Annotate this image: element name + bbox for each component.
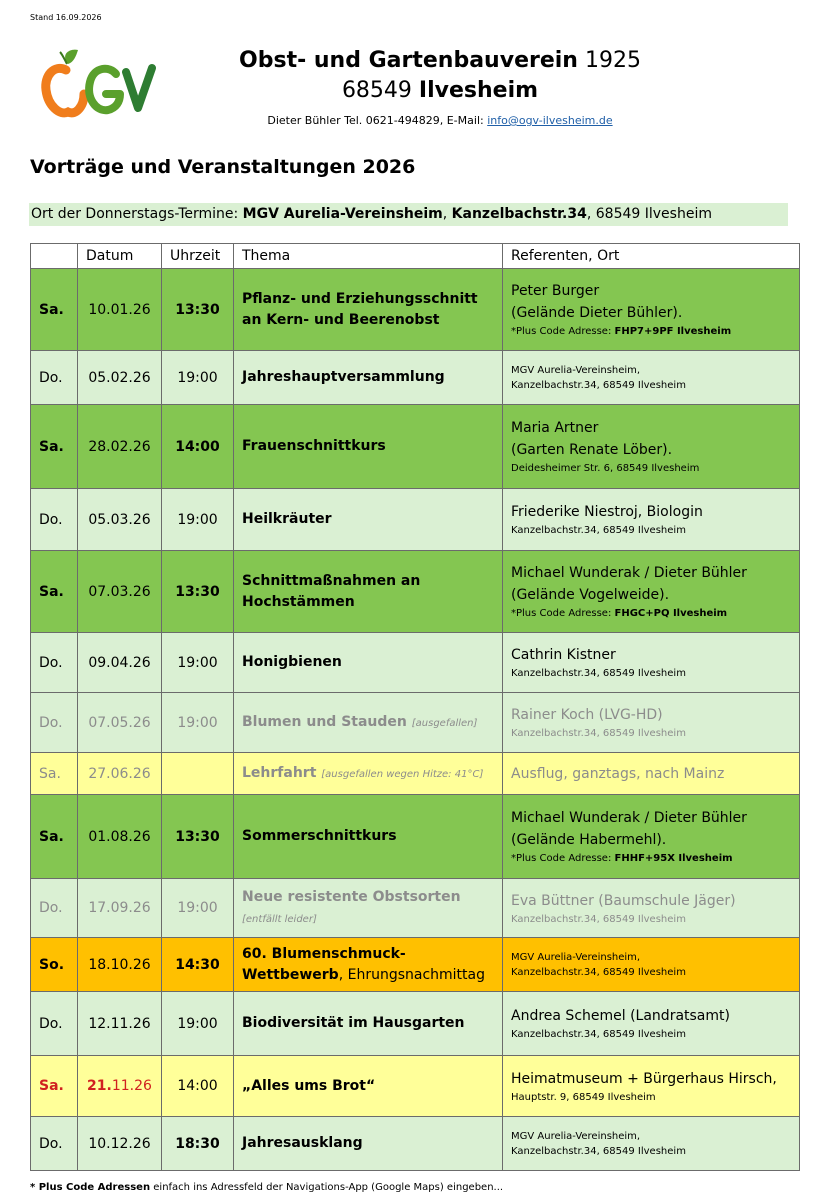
org-city: Ilvesheim	[418, 78, 539, 103]
date-cell: 10.01.26	[78, 269, 162, 351]
email-link[interactable]: info@ogv-ilvesheim.de	[487, 114, 613, 127]
speaker-cell	[503, 633, 800, 693]
time-cell: 19:00	[162, 489, 234, 551]
speaker-name: Andrea Schemel (Landratsamt)	[511, 1008, 730, 1024]
topic-cell: Honigbienen	[234, 633, 503, 693]
topic-cell	[234, 753, 503, 795]
address-line: Kanzelbachstr.34, 68549 Ilvesheim	[511, 1145, 686, 1157]
topic-text: Lehrfahrt	[242, 764, 317, 781]
topic-cell: Pflanz- und Erziehungsschnitt an Kern- und Beerenobst	[234, 269, 503, 351]
events-table	[30, 243, 800, 1171]
speaker-cell	[503, 1056, 800, 1117]
plus-code	[511, 606, 791, 621]
contact-line	[210, 114, 670, 127]
speaker-name: Ausflug, ganztags, nach Mainz	[511, 765, 725, 782]
day-cell: Sa.	[31, 795, 78, 879]
location-separator: ,	[442, 206, 452, 222]
date-cell: 01.08.26	[78, 795, 162, 879]
cancel-note: [ausgefallen]	[411, 717, 478, 729]
location-street: Kanzelbachstr.34	[451, 206, 587, 222]
date-cell: 27.06.26	[78, 753, 162, 795]
table-row	[31, 1056, 800, 1117]
topic-text: 60. Blumenschmuck-Wettbewerb	[242, 945, 406, 983]
location-info	[29, 203, 788, 226]
topic-cell: „Alles ums Brot“	[234, 1056, 503, 1117]
time-cell	[162, 753, 234, 795]
address-line: MGV Aurelia-Vereinsheim,	[511, 364, 641, 376]
speaker-cell	[503, 269, 800, 351]
cancel-note: [ausgefallen wegen Hitze: 41°C]	[321, 768, 484, 780]
date-cell: 12.11.26	[78, 992, 162, 1056]
table-row	[31, 795, 800, 879]
header-topic: Thema	[234, 244, 503, 269]
topic-cell: Frauenschnittkurs	[234, 405, 503, 489]
day-cell: Sa.	[31, 551, 78, 633]
footer-rest: einfach ins Adressfeld der Navigations-App (Google Maps) eingeben...	[150, 1182, 504, 1193]
topic-cell: Sommerschnittkurs	[234, 795, 503, 879]
speaker-name: Eva Büttner (Baumschule Jäger)	[511, 892, 736, 909]
date-rest: 11.26	[111, 1078, 152, 1094]
speaker-cell	[503, 795, 800, 879]
org-zip: 68549	[341, 78, 419, 103]
speaker-location: (Gelände Habermehl).	[511, 832, 667, 848]
speaker-name: Heimatmuseum + Bürgerhaus Hirsch,	[511, 1070, 777, 1087]
speaker-cell	[503, 1117, 800, 1171]
plus-code-label: *Plus Code Adresse:	[511, 608, 615, 619]
topic-cell	[234, 938, 503, 992]
time-cell: 14:00	[162, 405, 234, 489]
table-header-row	[31, 244, 800, 269]
organization-title	[210, 46, 670, 106]
address-line: Kanzelbachstr.34, 68549 Ilvesheim	[511, 913, 686, 925]
plus-code	[511, 324, 791, 339]
header-speakers: Referenten, Ort	[503, 244, 800, 269]
plus-code-value: FHGC+PQ Ilvesheim	[614, 608, 728, 619]
speaker-name: Cathrin Kistner	[511, 647, 616, 663]
speaker-cell	[503, 405, 800, 489]
speaker-name: Michael Wunderak / Dieter Bühler	[511, 810, 747, 826]
table-row	[31, 269, 800, 351]
topic-cell: Jahresausklang	[234, 1117, 503, 1171]
time-cell: 13:30	[162, 795, 234, 879]
table-row	[31, 351, 800, 405]
table-row	[31, 992, 800, 1056]
footer-bold: * Plus Code Adressen	[30, 1182, 151, 1193]
date-cell: 07.03.26	[78, 551, 162, 633]
time-cell: 14:30	[162, 938, 234, 992]
speaker-name: Rainer Koch (LVG-HD)	[511, 707, 663, 723]
topic-cell: Jahreshauptversammlung	[234, 351, 503, 405]
table-row	[31, 1117, 800, 1171]
time-cell: 19:00	[162, 879, 234, 938]
speaker-cell	[503, 753, 800, 795]
cancel-note: [entfällt leider]	[242, 913, 317, 925]
day-cell: Do.	[31, 351, 78, 405]
org-year: 1925	[577, 48, 641, 73]
address-line: Kanzelbachstr.34, 68549 Ilvesheim	[511, 966, 686, 978]
topic-cell: Heilkräuter	[234, 489, 503, 551]
address-line: Kanzelbachstr.34, 68549 Ilvesheim	[511, 525, 686, 536]
table-row	[31, 551, 800, 633]
speaker-cell	[503, 489, 800, 551]
speaker-cell	[503, 693, 800, 753]
contact-text: Dieter Bühler Tel. 0621-494829, E-Mail:	[267, 114, 488, 127]
header-date: Datum	[78, 244, 162, 269]
topic-cell	[234, 879, 503, 938]
speaker-location: (Gelände Vogelweide).	[511, 587, 670, 603]
letter-g-icon	[89, 69, 120, 110]
date-cell: 10.12.26	[78, 1117, 162, 1171]
header-time: Uhrzeit	[162, 244, 234, 269]
day-cell: Sa.	[31, 405, 78, 489]
speaker-cell	[503, 992, 800, 1056]
address-line: MGV Aurelia-Vereinsheim,	[511, 951, 641, 963]
apple-o-icon	[46, 68, 84, 112]
speaker-location: (Garten Renate Löber).	[511, 442, 673, 458]
footer-note	[30, 1182, 503, 1193]
location-rest: , 68549 Ilvesheim	[586, 206, 712, 222]
day-cell: Do.	[31, 633, 78, 693]
plus-code	[511, 851, 791, 866]
time-cell: 18:30	[162, 1117, 234, 1171]
plus-code-value: FHHF+95X Ilvesheim	[614, 853, 733, 864]
topic-text: Blumen und Stauden	[242, 713, 407, 730]
date-cell: 05.03.26	[78, 489, 162, 551]
address-line: Kanzelbachstr.34, 68549 Ilvesheim	[511, 379, 686, 391]
address-line: Kanzelbachstr.34, 68549 Ilvesheim	[511, 668, 686, 679]
location-venue: MGV Aurelia-Vereinsheim	[242, 206, 443, 222]
speaker-name: Michael Wunderak / Dieter Bühler	[511, 565, 747, 581]
day-cell: Sa.	[31, 753, 78, 795]
speaker-name: Maria Artner	[511, 420, 599, 436]
speaker-cell	[503, 879, 800, 938]
time-cell: 19:00	[162, 992, 234, 1056]
ogv-logo	[40, 46, 158, 122]
table-row	[31, 938, 800, 992]
table-row	[31, 879, 800, 938]
speaker-cell	[503, 351, 800, 405]
day-cell: Do.	[31, 489, 78, 551]
stand-date: Stand 16.09.2026	[30, 13, 102, 22]
plus-code-label: *Plus Code Adresse:	[511, 326, 615, 337]
speaker-cell	[503, 551, 800, 633]
day-cell: Do.	[31, 1117, 78, 1171]
speaker-name: Friederike Niestroj, Biologin	[511, 504, 703, 520]
day-cell: Do.	[31, 879, 78, 938]
time-cell: 14:00	[162, 1056, 234, 1117]
date-cell: 07.05.26	[78, 693, 162, 753]
date-cell: 18.10.26	[78, 938, 162, 992]
address-line: Kanzelbachstr.34, 68549 Ilvesheim	[511, 1029, 686, 1040]
time-cell: 13:30	[162, 269, 234, 351]
plus-code-value: FHP7+9PF Ilvesheim	[614, 326, 732, 337]
topic-cell: Biodiversität im Hausgarten	[234, 992, 503, 1056]
time-cell: 19:00	[162, 693, 234, 753]
day-cell: Do.	[31, 992, 78, 1056]
table-row	[31, 693, 800, 753]
time-cell: 19:00	[162, 633, 234, 693]
day-cell: Do.	[31, 693, 78, 753]
time-cell: 19:00	[162, 351, 234, 405]
letter-v-icon	[126, 68, 152, 108]
plus-code-label: *Plus Code Adresse:	[511, 853, 615, 864]
table-row	[31, 753, 800, 795]
speaker-name: Peter Burger	[511, 283, 600, 299]
date-cell	[78, 1056, 162, 1117]
date-cell: 28.02.26	[78, 405, 162, 489]
table-row	[31, 405, 800, 489]
day-cell: Sa.	[31, 1056, 78, 1117]
address-line: MGV Aurelia-Vereinsheim,	[511, 1130, 641, 1142]
page-title: Vorträge und Veranstaltungen 2026	[30, 156, 416, 178]
address-line: Kanzelbachstr.34, 68549 Ilvesheim	[511, 728, 686, 739]
header-day	[31, 244, 78, 269]
topic-cell: Schnittmaßnahmen an Hochstämmen	[234, 551, 503, 633]
speaker-location: (Gelände Dieter Bühler).	[511, 305, 683, 321]
location-prefix: Ort der Donnerstags-Termine:	[31, 206, 243, 222]
org-name: Obst- und Gartenbauverein	[239, 48, 578, 73]
address-line: Hauptstr. 9, 68549 Ilvesheim	[511, 1091, 656, 1103]
day-cell: Sa.	[31, 269, 78, 351]
day-cell: So.	[31, 938, 78, 992]
table-row	[31, 489, 800, 551]
date-cell: 05.02.26	[78, 351, 162, 405]
speaker-cell	[503, 938, 800, 992]
address-line: Deidesheimer Str. 6, 68549 Ilvesheim	[511, 463, 700, 474]
topic-text: Neue resistente Obstsorten	[242, 888, 461, 905]
time-cell: 13:30	[162, 551, 234, 633]
topic-suffix: , Ehrungsnachmittag	[338, 966, 485, 983]
date-cell: 09.04.26	[78, 633, 162, 693]
date-cell: 17.09.26	[78, 879, 162, 938]
date-day: 21.	[87, 1078, 112, 1094]
table-row	[31, 633, 800, 693]
topic-cell	[234, 693, 503, 753]
